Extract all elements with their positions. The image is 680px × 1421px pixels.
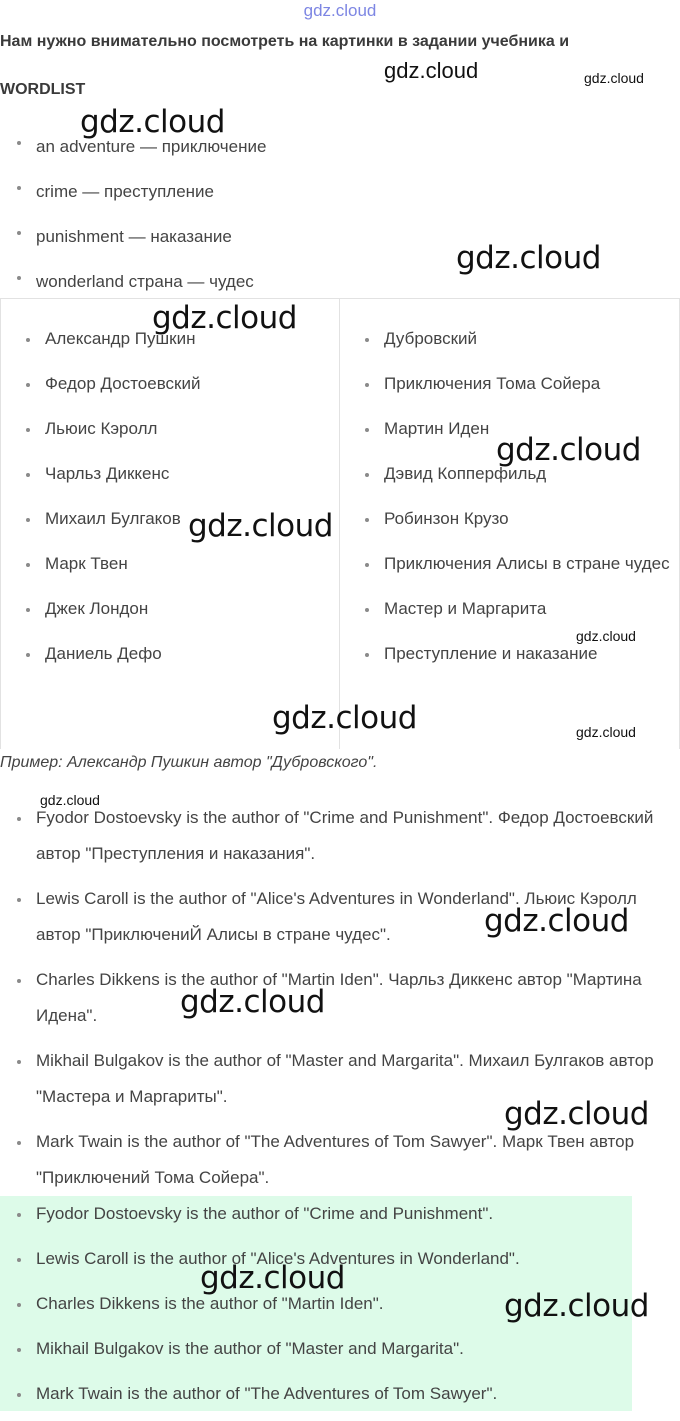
book-item: Преступление и наказание (348, 636, 671, 672)
list-item: wonderland страна — чудес (0, 259, 680, 304)
watermark: gdz.cloud (40, 792, 100, 808)
watermark: gdz.cloud (188, 508, 333, 544)
answer-item: Lewis Caroll is the author of "Alice's Adventures in Wonderland". Льюис Кэролл автор "ПриключениЙ Алисы в стране чудес". (0, 881, 680, 953)
watermark: gdz.cloud (180, 984, 325, 1020)
watermark: gdz.cloud (456, 240, 601, 276)
short-answer-item: Lewis Caroll is the author of "Alice's Adventures in Wonderland". (0, 1241, 632, 1286)
book-item: Мартин Иден (348, 411, 671, 447)
example-text: Пример: Александр Пушкин автор "Дубровского". (0, 754, 378, 771)
watermark: gdz.cloud (504, 1096, 649, 1132)
site-logo[interactable]: gdz.cloud (303, 1, 377, 20)
answer-item: Charles Dikkens is the author of "Martin Iden". Чарльз Диккенс автор "Мартина Идена". (0, 962, 680, 1034)
author-item: Александр Пушкин (9, 321, 331, 357)
short-answer-item: Fyodor Dostoevsky is the author of "Crime and Punishment". (0, 1196, 632, 1241)
list-item: punishment — наказание (0, 214, 680, 259)
book-item: Дэвид Копперфильд (348, 456, 671, 492)
author-item: Даниель Дефо (9, 636, 331, 672)
watermark: gdz.cloud (80, 104, 225, 140)
watermark: gdz.cloud (152, 300, 297, 336)
short-answer-item: Charles Dikkens is the author of "Martin Iden". (0, 1286, 632, 1331)
watermark: gdz.cloud (200, 1260, 345, 1296)
watermark: gdz.cloud (384, 58, 479, 83)
answers-list (0, 800, 680, 1205)
book-item: Приключения Тома Сойера (348, 366, 671, 402)
watermark: gdz.cloud (576, 724, 636, 740)
author-item: Чарльз Диккенс (9, 456, 331, 492)
book-item: Мастер и Маргарита (348, 591, 671, 627)
book-item: Робинзон Крузо (348, 501, 671, 537)
list-item: an adventure — приключение (0, 124, 680, 169)
watermark: gdz.cloud (272, 700, 417, 736)
author-item: Федор Достоевский (9, 366, 331, 402)
answer-item: Mark Twain is the author of "The Adventures of Tom Sawyer". Марк Твен автор "Приключений Тома Сойера". (0, 1124, 680, 1196)
author-item: Джек Лондон (9, 591, 331, 627)
matching-table (0, 298, 680, 748)
wordlist (0, 124, 680, 304)
book-item: Приключения Алисы в стране чудес (348, 546, 671, 582)
author-item: Михаил Булгаков (9, 501, 331, 537)
book-item: Дубровский (348, 321, 671, 357)
watermark: gdz.cloud (504, 1288, 649, 1324)
answer-item: Mikhail Bulgakov is the author of "Master and Margarita". Михаил Булгаков автор "Мастера и Маргариты". (0, 1043, 680, 1115)
intro-text: Нам нужно внимательно посмотреть на картинки в задании учебника и (0, 33, 570, 50)
list-item: crime — преступление (0, 169, 680, 214)
short-answer-item: Mark Twain is the author of "The Adventures of Tom Sawyer". (0, 1376, 632, 1421)
short-answer-item: Mikhail Bulgakov is the author of "Master and Margarita". (0, 1331, 632, 1376)
author-item: Льюис Кэролл (9, 411, 331, 447)
author-item: Марк Твен (9, 546, 331, 582)
answer-item: Fyodor Dostoevsky is the author of "Crime and Punishment". Федор Достоевский автор "Преступления и наказания". (0, 800, 680, 872)
watermark: gdz.cloud (496, 432, 641, 468)
watermark: gdz.cloud (576, 628, 636, 644)
wordlist-heading: WORDLIST (0, 81, 86, 98)
books-column (340, 299, 680, 749)
watermark: gdz.cloud (584, 70, 644, 86)
watermark: gdz.cloud (484, 903, 629, 939)
